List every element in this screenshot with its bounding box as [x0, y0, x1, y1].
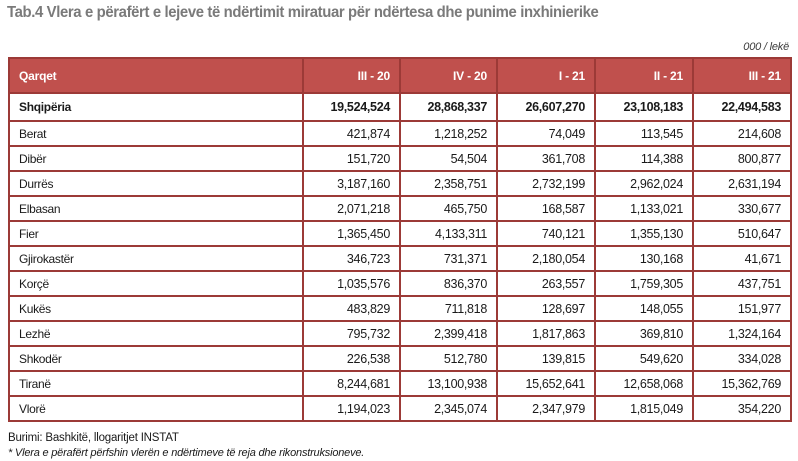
- value-cell: 41,671: [693, 246, 791, 271]
- row-label: Shkodër: [9, 346, 303, 371]
- header-cell-i-21: I - 21: [497, 58, 595, 93]
- value-cell: 1,365,450: [303, 221, 400, 246]
- table-row: [9, 371, 791, 396]
- value-cell: 168,587: [497, 196, 595, 221]
- value-cell: 1,133,021: [595, 196, 693, 221]
- value-cell: 330,677: [693, 196, 791, 221]
- value-cell: 28,868,337: [400, 93, 497, 121]
- value-cell: 731,371: [400, 246, 497, 271]
- value-cell: 483,829: [303, 296, 400, 321]
- value-cell: 128,697: [497, 296, 595, 321]
- value-cell: 1,324,164: [693, 321, 791, 346]
- value-cell: 148,055: [595, 296, 693, 321]
- value-cell: 1,759,305: [595, 271, 693, 296]
- value-cell: 114,388: [595, 146, 693, 171]
- value-cell: 2,180,054: [497, 246, 595, 271]
- header-cell-qarqet: Qarqet: [9, 58, 303, 93]
- value-cell: 795,732: [303, 321, 400, 346]
- data-table: [8, 57, 792, 422]
- row-label: Fier: [9, 221, 303, 246]
- value-cell: 800,877: [693, 146, 791, 171]
- row-label: Lezhë: [9, 321, 303, 346]
- value-cell: 1,218,252: [400, 121, 497, 146]
- footnote: * Vlera e përafërt përfshin vlerën e ndërtimeve të reja dhe rikonstruksioneve.: [8, 447, 365, 459]
- value-cell: 1,815,049: [595, 396, 693, 421]
- value-cell: 130,168: [595, 246, 693, 271]
- value-cell: 1,194,023: [303, 396, 400, 421]
- value-cell: 346,723: [303, 246, 400, 271]
- row-label: Vlorë: [9, 396, 303, 421]
- value-cell: 740,121: [497, 221, 595, 246]
- value-cell: 139,815: [497, 346, 595, 371]
- value-cell: 2,962,024: [595, 171, 693, 196]
- value-cell: 74,049: [497, 121, 595, 146]
- row-label: Shqipëria: [9, 93, 303, 121]
- unit-label: 000 / lekë: [743, 41, 789, 53]
- row-label: Dibër: [9, 146, 303, 171]
- value-cell: 369,810: [595, 321, 693, 346]
- value-cell: 12,658,068: [595, 371, 693, 396]
- value-cell: 437,751: [693, 271, 791, 296]
- value-cell: 512,780: [400, 346, 497, 371]
- value-cell: 711,818: [400, 296, 497, 321]
- value-cell: 2,345,074: [400, 396, 497, 421]
- value-cell: 1,035,576: [303, 271, 400, 296]
- table-row: [9, 296, 791, 321]
- row-label: Berat: [9, 121, 303, 146]
- header-cell-iv-20: IV - 20: [400, 58, 497, 93]
- value-cell: 2,358,751: [400, 171, 497, 196]
- value-cell: 214,608: [693, 121, 791, 146]
- value-cell: 421,874: [303, 121, 400, 146]
- value-cell: 23,108,183: [595, 93, 693, 121]
- table-row: [9, 396, 791, 421]
- value-cell: 151,720: [303, 146, 400, 171]
- value-cell: 1,355,130: [595, 221, 693, 246]
- value-cell: 15,652,641: [497, 371, 595, 396]
- table-header: [9, 58, 791, 93]
- header-cell-ii-21: II - 21: [595, 58, 693, 93]
- value-cell: 226,538: [303, 346, 400, 371]
- value-cell: 263,557: [497, 271, 595, 296]
- value-cell: 54,504: [400, 146, 497, 171]
- value-cell: 510,647: [693, 221, 791, 246]
- header-row: [9, 58, 791, 93]
- value-cell: 361,708: [497, 146, 595, 171]
- header-cell-iii-21: III - 21: [693, 58, 791, 93]
- value-cell: 19,524,524: [303, 93, 400, 121]
- value-cell: 22,494,583: [693, 93, 791, 121]
- value-cell: 2,347,979: [497, 396, 595, 421]
- table-row-total: [9, 93, 791, 121]
- table-row: [9, 221, 791, 246]
- row-label: Tiranë: [9, 371, 303, 396]
- table-row: [9, 271, 791, 296]
- value-cell: 334,028: [693, 346, 791, 371]
- value-cell: 2,732,199: [497, 171, 595, 196]
- table-row: [9, 196, 791, 221]
- row-label: Durrës: [9, 171, 303, 196]
- row-label: Kukës: [9, 296, 303, 321]
- value-cell: 26,607,270: [497, 93, 595, 121]
- table-title: Tab.4 Vlera e përafërt e lejeve të ndërtimit miratuar për ndërtesa dhe punime inxhinierike: [7, 4, 599, 21]
- table-body: [9, 93, 791, 421]
- value-cell: 2,399,418: [400, 321, 497, 346]
- source-note: Burimi: Bashkitë, llogaritjet INSTAT: [8, 432, 179, 444]
- table-row: [9, 146, 791, 171]
- value-cell: 4,133,311: [400, 221, 497, 246]
- value-cell: 465,750: [400, 196, 497, 221]
- table-row: [9, 121, 791, 146]
- value-cell: 15,362,769: [693, 371, 791, 396]
- row-label: Elbasan: [9, 196, 303, 221]
- row-label: Korçë: [9, 271, 303, 296]
- value-cell: 113,545: [595, 121, 693, 146]
- header-cell-iii-20: III - 20: [303, 58, 400, 93]
- table-row: [9, 246, 791, 271]
- value-cell: 2,631,194: [693, 171, 791, 196]
- value-cell: 3,187,160: [303, 171, 400, 196]
- table-row: [9, 346, 791, 371]
- table-row: [9, 321, 791, 346]
- value-cell: 8,244,681: [303, 371, 400, 396]
- value-cell: 13,100,938: [400, 371, 497, 396]
- row-label: Gjirokastër: [9, 246, 303, 271]
- value-cell: 2,071,218: [303, 196, 400, 221]
- value-cell: 1,817,863: [497, 321, 595, 346]
- value-cell: 354,220: [693, 396, 791, 421]
- value-cell: 836,370: [400, 271, 497, 296]
- table-row: [9, 171, 791, 196]
- value-cell: 549,620: [595, 346, 693, 371]
- value-cell: 151,977: [693, 296, 791, 321]
